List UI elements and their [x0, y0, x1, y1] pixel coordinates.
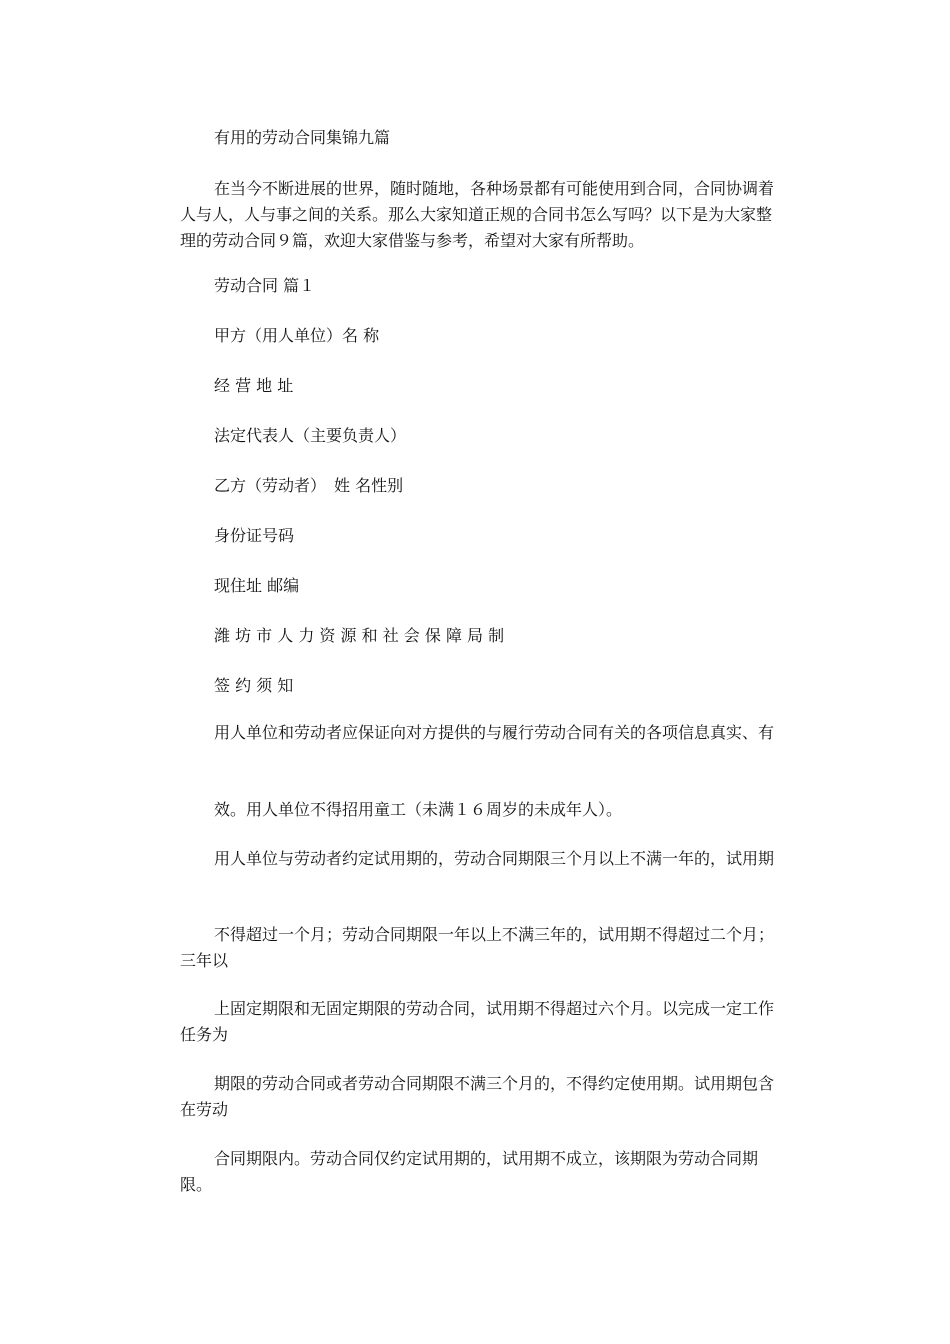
intro-paragraph: 在当今不断进展的世界，随时随地，各种场景都有可能使用到合同，合同协调着人与人，人与事之间的关系。那么大家知道正规的合同书怎么写吗？以下是为大家整理的劳动合同９篇，欢迎大家借鉴与参考，希望对大家有所帮助。	[180, 179, 775, 250]
body-paragraph: 不得超过一个月；劳动合同期限一年以上不满三年的，试用期不得超过二个月；三年以	[180, 925, 775, 970]
body-paragraph: 合同期限内。劳动合同仅约定试用期的，试用期不成立，该期限为劳动合同期限。	[180, 1149, 759, 1194]
body-paragraph: 用人单位与劳动者约定试用期的，劳动合同期限三个月以上不满一年的，试用期	[214, 849, 775, 868]
section-heading: 劳动合同 篇１	[214, 276, 316, 295]
form-field-address-postcode: 现住址 邮编	[214, 576, 300, 595]
form-field-legal-representative: 法定代表人（主要负责人）	[214, 426, 407, 445]
body-paragraph: 效。用人单位不得招用童工（未满１６周岁的未成年人）。	[214, 800, 623, 819]
form-field-id-number: 身份证号码	[214, 526, 295, 545]
body-paragraph: 期限的劳动合同或者劳动合同期限不满三个月的，不得约定使用期。试用期包含在劳动	[180, 1074, 775, 1119]
issuer-line: 潍 坊 市 人 力 资 源 和 社 会 保 障 局 制	[214, 626, 505, 645]
form-field-employee-name-gender: 乙方（劳动者） 姓 名性别	[214, 476, 404, 495]
signing-notice-heading: 签 约 须 知	[214, 676, 294, 695]
body-paragraph: 上固定期限和无固定期限的劳动合同，试用期不得超过六个月。以完成一定工作任务为	[180, 999, 775, 1044]
form-field-business-address: 经 营 地 址	[214, 376, 294, 395]
body-paragraph: 用人单位和劳动者应保证向对方提供的与履行劳动合同有关的各项信息真实、有	[214, 723, 775, 742]
document-title: 有用的劳动合同集锦九篇	[214, 128, 391, 147]
form-field-employer-name: 甲方（用人单位）名 称	[214, 326, 380, 345]
